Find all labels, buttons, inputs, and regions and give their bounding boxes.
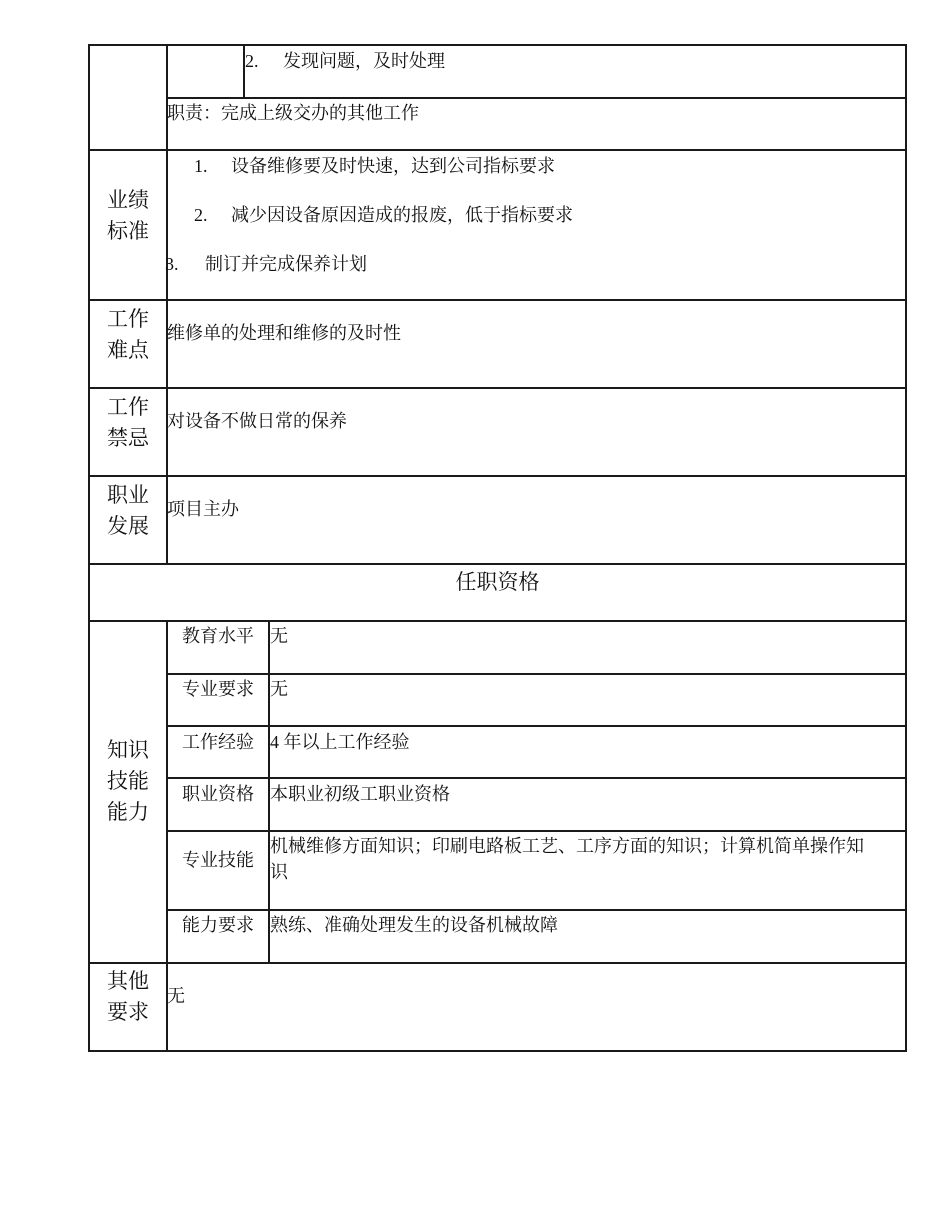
table-border-top	[88, 44, 907, 46]
sub-value: 无	[270, 679, 288, 699]
other-text: 无	[167, 986, 185, 1006]
sub-label: 专业要求	[182, 679, 254, 699]
career-label	[89, 480, 167, 542]
list-number: 1.	[194, 156, 208, 176]
sub-value: 识	[270, 862, 288, 882]
row-divider	[166, 830, 907, 832]
label-line: 业绩	[107, 188, 149, 212]
label-line: 难点	[107, 338, 149, 362]
difficulty-label	[89, 304, 167, 366]
qualification-title: 任职资格	[455, 570, 540, 594]
label-line: 标准	[107, 219, 149, 243]
row-divider	[166, 97, 907, 99]
row-divider	[88, 149, 907, 151]
other-label	[89, 966, 167, 1028]
row-divider	[166, 725, 907, 727]
label-line: 其他	[107, 969, 149, 993]
list-item-text: 减少因设备原因造成的报废，低于指标要求	[231, 205, 573, 225]
label-line: 知识	[107, 738, 149, 762]
sub-value: 4 年以上工作经验	[270, 732, 410, 752]
sub-label: 职业资格	[182, 784, 254, 804]
label-line: 工作	[107, 307, 149, 331]
sub-value: 无	[270, 626, 288, 646]
sub-label: 教育水平	[182, 626, 254, 646]
sub-value: 本职业初级工职业资格	[270, 784, 450, 804]
performance-label	[89, 185, 167, 247]
label-line: 禁忌	[107, 426, 149, 450]
duty-text: 职责：完成上级交办的其他工作	[167, 103, 419, 123]
list-number: 2.	[194, 205, 208, 225]
row-divider	[166, 673, 907, 675]
sub-label: 能力要求	[182, 915, 254, 935]
sub-value: 熟练、准确处理发生的设备机械故障	[270, 915, 558, 935]
difficulty-text: 维修单的处理和维修的及时性	[167, 323, 401, 343]
label-line: 发展	[107, 514, 149, 538]
career-text: 项目主办	[167, 499, 239, 519]
taboo-label	[89, 392, 167, 454]
row-divider	[166, 909, 907, 911]
list-item-text: 制订并完成保养计划	[205, 254, 367, 274]
qualification-label	[89, 735, 167, 828]
sub-value: 机械维修方面知识；印刷电路板工艺、工序方面的知识；计算机简单操作知	[270, 836, 864, 856]
row-divider	[166, 777, 907, 779]
list-number: 2.	[245, 51, 259, 71]
list-number: 3.	[165, 254, 179, 274]
sub-label: 专业技能	[182, 850, 254, 870]
label-line: 职业	[107, 483, 149, 507]
row-divider	[88, 620, 907, 622]
row-divider	[88, 962, 907, 964]
row-divider	[88, 475, 907, 477]
row-divider	[88, 387, 907, 389]
row-divider	[88, 299, 907, 301]
label-line: 要求	[107, 1000, 149, 1024]
row-divider	[88, 563, 907, 565]
label-line: 工作	[107, 395, 149, 419]
list-item-text: 发现问题，及时处理	[283, 51, 445, 71]
label-line: 技能	[107, 769, 149, 793]
table-border-right	[905, 44, 907, 1051]
label-line: 能力	[107, 800, 149, 824]
sub-label: 工作经验	[182, 732, 254, 752]
table-border-bottom	[88, 1050, 907, 1052]
list-item-text: 设备维修要及时快速，达到公司指标要求	[231, 156, 555, 176]
taboo-text: 对设备不做日常的保养	[167, 411, 347, 431]
